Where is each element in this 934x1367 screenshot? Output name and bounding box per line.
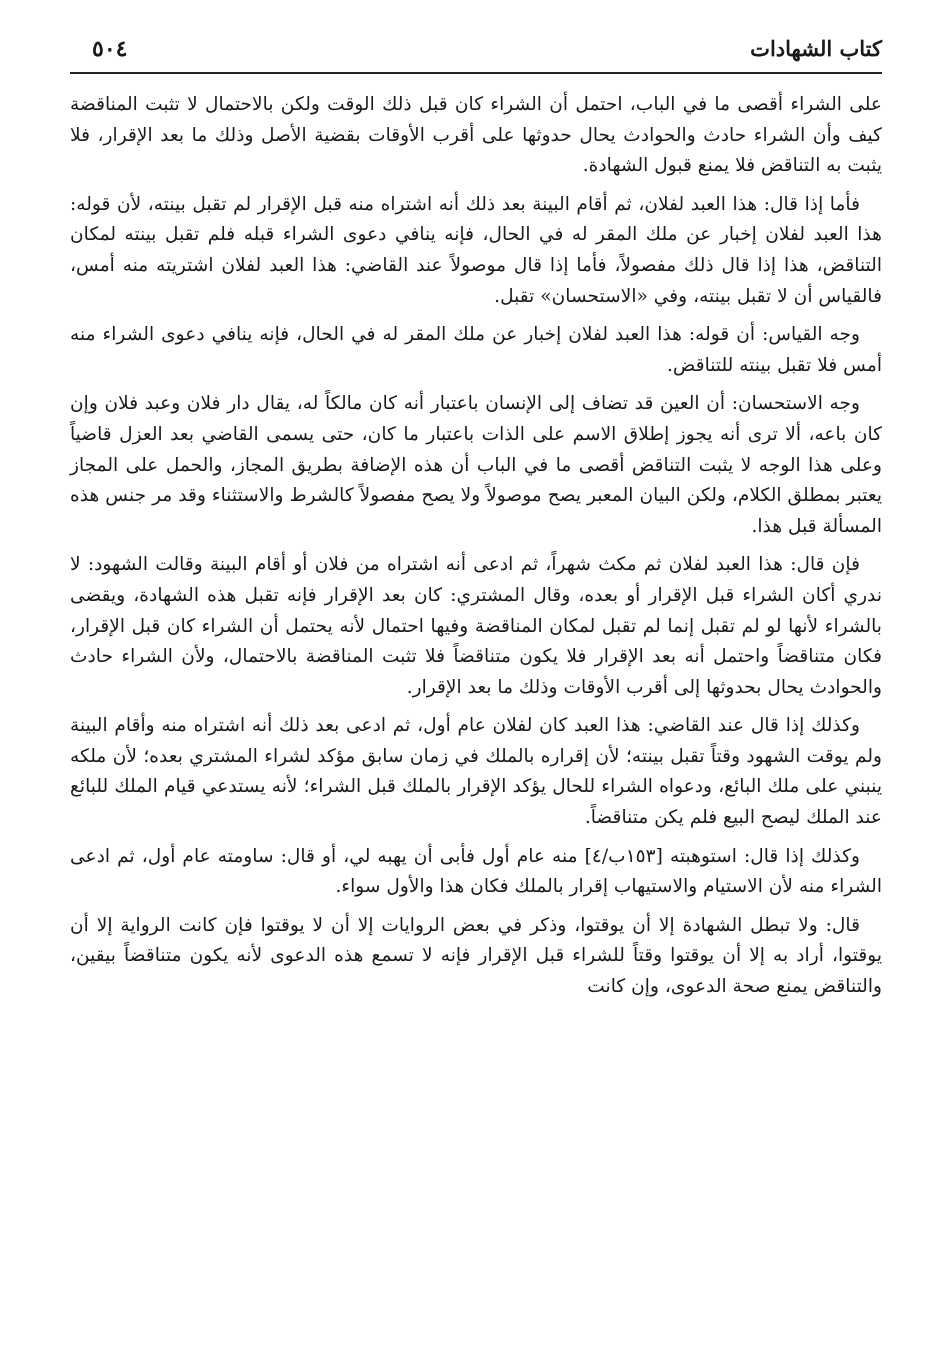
chapter-title: كتاب الشهادات xyxy=(750,36,882,61)
paragraph: على الشراء أقصى ما في الباب، احتمل أن الشراء كان قبل ذلك الوقت ولكن بالاحتمال لا تثبت المناقضة كيف وأن الشراء حادث والحوادث يحال حدوثها على أقرب الأوقات بقضية الأصل وذلك ما بعد الإقرار، فلا يثبت به التناقض فلا يمنع قبول الشهادة. xyxy=(70,94,882,177)
body-text xyxy=(70,90,882,1003)
paragraph: وكذلك إذا قال: استوهبته [١٥٣ب/٤] منه عام أول فأبى أن يهبه لي، أو قال: ساومته عام أول، ثم ادعى الشراء منه لأن الاستيام والاستيهاب إقرار بالملك فكان هذا والأول سواء. xyxy=(70,845,882,898)
paragraph: فأما إذا قال: هذا العبد لفلان، ثم أقام البينة بعد ذلك أنه اشتراه منه قبل الإقرار لم تقبل بينته، لأن قوله: هذا العبد لفلان إخبار عن ملك المقر له في الحال، فإنه ينافي دعوى الشراء قبله فلم تقبل بينته لمكان التناقض، هذا إذا قال ذلك مفصولاً، فأما إذا قال موصولاً عند القاضي: هذا العبد لفلان اشتريته منه أمس، فالقياس أن لا تقبل بينته، وفي «الاستحسان» تقبل. xyxy=(70,193,882,307)
paragraph: قال: ولا تبطل الشهادة إلا أن يوقتوا، وذكر في بعض الروايات إلا أن لا يوقتوا فإن كانت الرواية إلا أن يوقتوا، أراد به إلا أن يوقتوا وقتاً للشراء قبل الإقرار فإنه لا تسمع هذه الدعوى لأنه يكون متناقضاً بيقين، والتناقض يمنع صحة الدعوى، وإن كانت xyxy=(70,914,882,998)
paragraph: فإن قال: هذا العبد لفلان ثم مكث شهراً، ثم ادعى أنه اشتراه من فلان أو أقام البينة وقالت الشهود: لا ندري أكان الشراء قبل الإقرار أو بعده، وقال المشتري: كان بعد الإقرار فإنه تقبل هذه الشهادة، ويقضى بالشراء لأنها لو لم تقبل إنما لم تقبل لمكان المناقضة وفيها احتمال لأنه يحتمل أن الشراء كان قبل الإقرار، فكان متناقضاً واحتمل أنه بعد الإقرار فلا يكون متناقضاً فلا تثبت المناقضة بالاحتمال، ولأن الشراء حادث والحوادث يحال بحدوثها إلى أقرب الأوقات وذلك ما بعد الإقرار. xyxy=(70,554,882,698)
paragraph: وجه القياس: أن قوله: هذا العبد لفلان إخبار عن ملك المقر له في الحال، فإنه ينافي دعوى الشراء منه أمس فلا تقبل بينته للتناقض. xyxy=(70,324,882,376)
header-rule xyxy=(70,72,882,74)
paragraph: وكذلك إذا قال عند القاضي: هذا العبد كان لفلان عام أول، ثم ادعى بعد ذلك أنه اشتراه منه وأقام البينة ولم يوقت الشهود وقتاً تقبل بينته؛ لأن إقراره بالملك في زمان سابق مؤكد لشراء المشتري بعده؛ لأن ملكه ينبني على ملك البائع، ودعواه الشراء للحال يؤكد الإقرار بالملك قبل الشراء؛ لأنه يستدعي قيام الملك للبائع عند الملك ليصح البيع فلم يكن متناقضاً. xyxy=(70,715,882,829)
paragraph: وجه الاستحسان: أن العين قد تضاف إلى الإنسان باعتبار أنه كان مالكاً له، يقال دار فلان وعبد فلان وإن كان باعه، ألا ترى أنه يجوز إطلاق الاسم على الذات باعتبار ما كان، حتى يسمى القاضي بعد العزل قاضياً وعلى هذا الوجه لا يثبت التناقض أقصى ما في الباب أن هذه الإضافة بطريق المجاز، والحمل على المجاز يعتبر بمطلق الكلام، ولكن البيان المعبر يصح موصولاً ولا يصح مفصولاً كالشرط والاستثناء وقد مر جنس هذه المسألة قبل هذا. xyxy=(70,393,882,537)
page-number: ٥٠٤ xyxy=(92,36,128,62)
book-page xyxy=(70,20,882,1350)
running-header xyxy=(70,20,882,72)
